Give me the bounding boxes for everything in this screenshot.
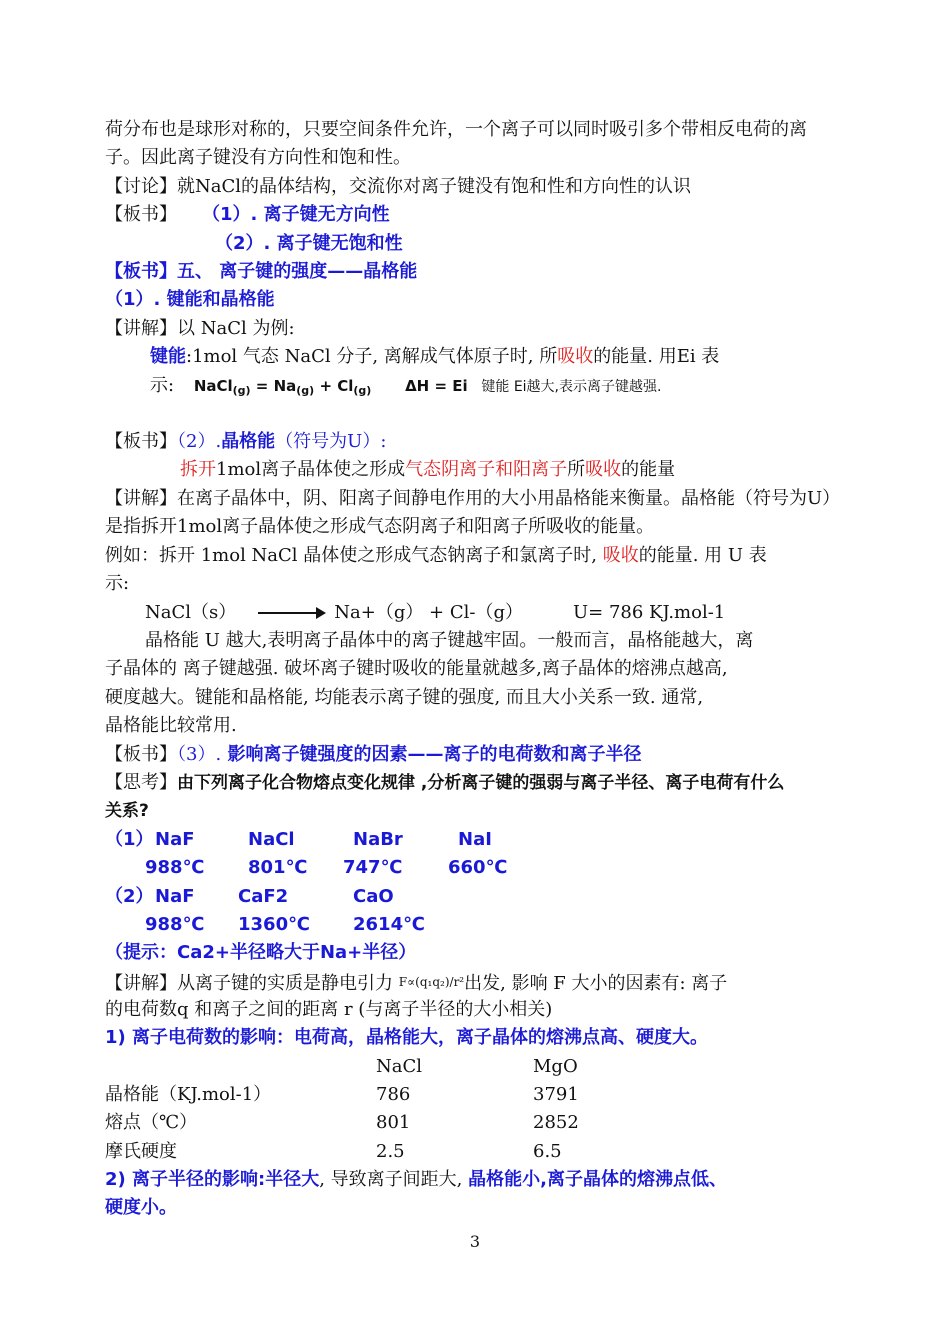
tag: 【板书】 xyxy=(105,204,177,225)
text: 出发, 影响 F 大小的因素有: 离子 xyxy=(464,973,728,994)
table-cell: 2852 xyxy=(533,1112,579,1133)
compound-row xyxy=(0,883,950,911)
paragraph-line: 晶格能 U 越大,表明离子晶体中的离子键越牢固。一般而言，晶格能越大，离 xyxy=(145,630,754,651)
table-header: MgO xyxy=(533,1056,578,1077)
melting-point: 1360℃ xyxy=(238,914,310,935)
highlight: 吸收 xyxy=(602,545,639,566)
tag: 【讨论】 xyxy=(105,176,177,197)
highlight: 拆开 xyxy=(180,459,216,480)
tag: 【板书】 xyxy=(105,431,177,452)
melting-point: 660℃ xyxy=(448,857,508,878)
text: , 导致离子间距大, xyxy=(319,1169,469,1190)
label: （2） xyxy=(105,886,154,907)
tag: 【板书】 xyxy=(105,261,177,282)
melting-point-row xyxy=(0,854,950,882)
table-cell: 摩氏硬度 xyxy=(105,1141,177,1162)
melting-point: 988℃ xyxy=(145,857,205,878)
reaction-arrow-icon xyxy=(258,612,324,614)
board-line xyxy=(105,201,390,229)
label: （1） xyxy=(105,829,154,850)
explain-line: 的电荷数q 和离子之间的距离 r (与离子半径的大小相关) xyxy=(105,999,553,1020)
board-line xyxy=(105,258,417,286)
table-cell: 6.5 xyxy=(533,1141,562,1162)
compound: NaCl xyxy=(248,829,295,850)
number: （2）. xyxy=(177,431,222,452)
point-heading: 1) 离子电荷数的影响：电荷高，晶格能大，离子晶体的熔沸点高、硬度大。 xyxy=(105,1027,709,1048)
melting-point: 988℃ xyxy=(145,914,205,935)
table-row xyxy=(0,1081,950,1109)
discussion-text: 就NaCl的晶体结构，交流你对离子键没有饱和性和方向性的认识 xyxy=(177,176,692,197)
example-line: 示: xyxy=(105,573,130,594)
number: （3）. xyxy=(177,744,222,765)
bond-energy-equation xyxy=(150,372,661,405)
eq-part: + Cl xyxy=(314,377,354,395)
lattice-equation xyxy=(145,599,725,627)
products: Na+（g） + Cl-（g） xyxy=(334,602,523,623)
discussion-line xyxy=(105,173,691,201)
text: 的能量. 用Ei 表 xyxy=(593,346,720,367)
tag: 【讲解】 xyxy=(105,973,177,994)
tag: 【思考】 xyxy=(105,772,177,793)
question: 关系? xyxy=(105,801,149,821)
table-cell: 2.5 xyxy=(376,1141,405,1162)
table-header-row xyxy=(0,1053,950,1081)
table-cell: 3791 xyxy=(533,1084,579,1105)
compound: NaBr xyxy=(353,829,403,850)
subscript: (g) xyxy=(296,384,315,397)
table-cell: 786 xyxy=(376,1084,411,1105)
tag: 【板书】 xyxy=(105,744,177,765)
text: 在离子晶体中，阴、阳离子间静电作用的大小用晶格能来衡量。晶格能（符号为U） xyxy=(177,488,841,509)
paragraph-line: 晶格能比较常用. xyxy=(105,715,237,736)
table-cell: 801 xyxy=(376,1112,411,1133)
explain-text: 以 NaCl 为例: xyxy=(177,318,295,339)
lattice-energy-definition xyxy=(180,456,675,484)
equation xyxy=(194,377,372,395)
think-line xyxy=(105,769,784,797)
explain-line: 是指拆开1mol离子晶体使之形成气态阴离子和阳离子所吸收的能量。 xyxy=(105,516,655,537)
board-line xyxy=(105,741,641,769)
table-row xyxy=(0,1109,950,1137)
heading: 影响离子键强度的因素——离子的电荷数和离子半径 xyxy=(221,744,642,765)
highlight: 吸收 xyxy=(585,459,622,480)
paragraph-line: 子晶体的 离子键越强. 破坏离子键时吸收的能量就越多,离子晶体的熔沸点越高, xyxy=(105,658,728,679)
u-value: U= 786 KJ.mol-1 xyxy=(573,602,726,623)
example-line xyxy=(105,542,767,570)
text: 示: xyxy=(150,375,175,396)
eq-part: NaCl xyxy=(193,377,233,395)
table-cell: 晶格能（KJ.mol-1） xyxy=(105,1084,272,1105)
point-heading: 硬度小。 xyxy=(105,1197,177,1218)
melting-point: 801℃ xyxy=(248,857,308,878)
explain-line xyxy=(105,485,840,513)
section-heading: 五、 离子键的强度——晶格能 xyxy=(177,261,418,282)
compound: CaF2 xyxy=(238,886,289,907)
text: 1mol离子晶体使之形成 xyxy=(216,459,406,480)
term: 晶格能 xyxy=(221,431,276,452)
melting-point: 747℃ xyxy=(343,857,403,878)
text: 的能量. 用 U 表 xyxy=(638,545,767,566)
text: 从离子键的实质是静电引力 xyxy=(177,973,399,994)
text: 晶格能小,离子晶体的熔沸点低、 xyxy=(468,1169,727,1190)
melting-point: 2614℃ xyxy=(353,914,425,935)
term: 键能 xyxy=(150,346,186,367)
compound: CaO xyxy=(353,886,394,907)
text: :1mol 气态 NaCl 分子, 离解成气体原子时, 所 xyxy=(186,346,558,367)
text: 例如：拆开 1mol NaCl 晶体使之形成气态钠离子和氯离子时, xyxy=(105,545,603,566)
heading: （1）. 离子键无方向性 xyxy=(211,204,390,225)
highlight: 气态阴离子和阳离子 xyxy=(405,459,568,480)
melting-point-row xyxy=(0,911,950,939)
explain-line xyxy=(105,968,727,998)
bond-energy-definition xyxy=(150,343,719,371)
reactant: NaCl（s） xyxy=(145,602,237,623)
text: 2) 离子半径的影响:半径大 xyxy=(105,1169,320,1190)
text: 的能量 xyxy=(621,459,676,480)
subscript: (g) xyxy=(232,384,251,397)
subsection-heading: （1）. 键能和晶格能 xyxy=(105,289,275,310)
hint: （提示：Ca2+半径略大于Na+半径） xyxy=(105,942,417,963)
coulomb-formula: F∝(q₁q₂)/r² xyxy=(398,975,465,989)
paragraph-line: 硬度越大。键能和晶格能, 均能表示离子键的强度, 而且大小关系一致. 通常, xyxy=(105,687,704,708)
compound: NaI xyxy=(458,829,492,850)
subscript: (g) xyxy=(353,384,372,397)
paragraph-line: 子。因此离子键没有方向性和饱和性。 xyxy=(105,147,411,168)
paragraph-line: 荷分布也是球形对称的，只要空间条件允许，一个离子可以同时吸引多个带相反电荷的离 xyxy=(105,119,807,140)
delta-h: ΔH = Ei xyxy=(405,377,468,395)
tag: 【讲解】 xyxy=(105,318,177,339)
compound: NaF xyxy=(155,829,195,850)
note: 键能 Ei越大,表示离子键越强. xyxy=(481,379,662,395)
table-row xyxy=(0,1138,950,1166)
compound: NaF xyxy=(155,886,195,907)
explain-line xyxy=(105,315,295,343)
page-number: 3 xyxy=(469,1232,481,1251)
table-cell: 熔点（℃） xyxy=(105,1112,198,1133)
compound-row xyxy=(0,826,950,854)
point-heading xyxy=(105,1166,727,1194)
tag: 【讲解】 xyxy=(105,488,177,509)
question: 由下列离子化合物熔点变化规律 ,分析离子键的强弱与离子半径、离子电荷有什么 xyxy=(177,773,785,793)
table-header: NaCl xyxy=(376,1056,423,1077)
eq-part: = Na xyxy=(250,377,297,395)
board-line xyxy=(105,428,386,456)
text: 所 xyxy=(567,459,586,480)
heading: （2）. 离子键无饱和性 xyxy=(215,233,403,254)
text: （符号为U）: xyxy=(275,431,387,452)
highlight: 吸收 xyxy=(557,346,594,367)
